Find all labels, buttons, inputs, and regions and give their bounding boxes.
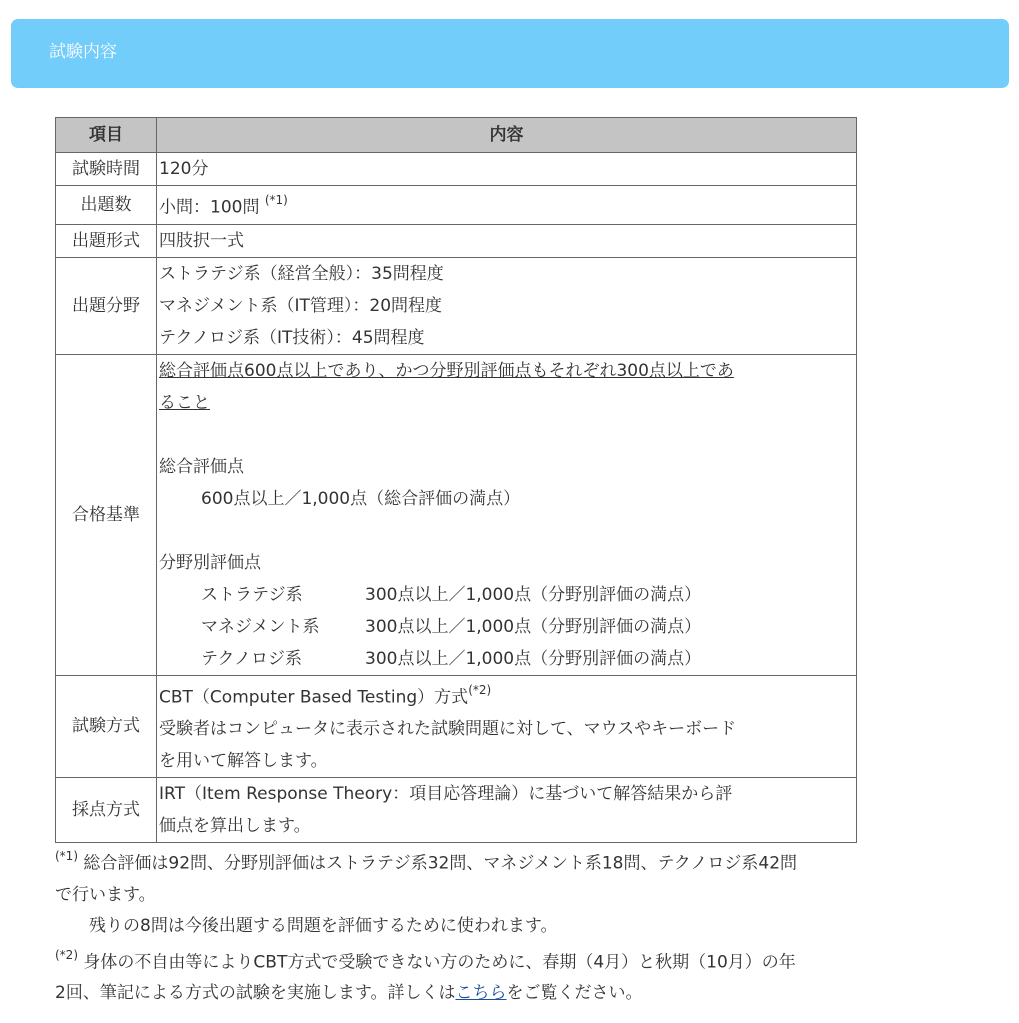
row-value-method — [157, 675, 857, 778]
criteria-field-name: ストラテジ系 — [201, 584, 303, 605]
field-line: テクノロジ系（IT技術）：45問程度 — [159, 327, 425, 348]
criteria-field-value: 300点以上／1,000点（分野別評価の満点） — [365, 616, 702, 637]
criteria-field-name: マネジメント系 — [201, 616, 320, 637]
row-value-fields — [157, 257, 857, 354]
method-line: 受験者はコンピュータに表示された試験問題に対して、マウスやキーボード — [159, 719, 737, 740]
footnote-1-cont: で行います。 — [55, 884, 156, 905]
scoring-line: 価点を算出します。 — [159, 816, 311, 837]
row-label-exam-time: 試験時間 — [56, 153, 157, 186]
table-header-row — [56, 118, 857, 153]
criteria-total-heading: 総合評価点 — [159, 456, 244, 477]
row-label-num-questions: 出題数 — [56, 186, 157, 225]
spacer — [159, 419, 854, 451]
criteria-summary-line: 総合評価点600点以上であり、かつ分野別評価点もそれぞれ300点以上であ — [159, 360, 734, 381]
scoring-line: IRT（Item Response Theory：項目応答理論）に基づいて解答結果から評 — [159, 784, 733, 805]
criteria-field-heading: 分野別評価点 — [159, 552, 261, 573]
row-label-method: 試験方式 — [56, 675, 157, 778]
table-row — [56, 354, 857, 675]
criteria-total-value: 600点以上／1,000点（総合評価の満点） — [201, 488, 521, 509]
row-value-scoring — [157, 778, 857, 843]
row-value-num-questions — [157, 186, 857, 225]
footnote-ref-2: (*2) — [468, 682, 492, 697]
table-row — [56, 224, 857, 257]
method-line1-text: CBT（Computer Based Testing）方式 — [159, 687, 469, 708]
criteria-field-value: 300点以上／1,000点（分野別評価の満点） — [365, 648, 702, 669]
section-header-bar — [11, 19, 1009, 88]
table-row — [56, 675, 857, 778]
footnote-2-before: 2回、筆記による方式の試験を実施します。詳しくは — [55, 983, 456, 1004]
section-title: 試験内容 — [49, 42, 117, 62]
footnote-2-mark: (*2) — [55, 947, 78, 962]
row-value-format: 四肢択一式 — [157, 224, 857, 257]
row-label-fields: 出題分野 — [56, 257, 157, 354]
num-questions-text: 小問：100問 — [159, 197, 260, 218]
table-row — [56, 153, 857, 186]
method-line: を用いて解答します。 — [159, 751, 328, 772]
header-content: 内容 — [157, 118, 857, 153]
footnote-2-cont — [55, 978, 975, 1009]
footnote-2-text: 身体の不自由等によりCBT方式で受験できない方のために、春期（4月）と秋期（10月）の年 — [83, 952, 796, 973]
criteria-field-value: 300点以上／1,000点（分野別評価の満点） — [365, 584, 702, 605]
table-row — [56, 778, 857, 843]
criteria-field-item — [159, 579, 854, 611]
footnote-ref-1: (*1) — [264, 193, 288, 207]
footnote-1 — [55, 843, 975, 880]
row-label-format: 出題形式 — [56, 224, 157, 257]
criteria-summary-line: ること — [159, 392, 210, 413]
footnotes — [55, 843, 975, 1009]
row-value-criteria — [157, 354, 857, 675]
table-row — [56, 186, 857, 225]
field-line: ストラテジ系（経営全般）：35問程度 — [159, 263, 444, 284]
exam-content-table — [55, 117, 857, 843]
header-item: 項目 — [56, 118, 157, 153]
criteria-field-item — [159, 643, 854, 675]
method-line — [159, 676, 854, 714]
field-line: マネジメント系（IT管理）：20問程度 — [159, 295, 443, 316]
row-label-criteria: 合格基準 — [56, 354, 157, 675]
footnote-1-mark: (*1) — [55, 849, 78, 863]
footnote-1-extra: 残りの8問は今後出題する問題を評価するために使われます。 — [89, 915, 558, 936]
footnote-2-after: をご覧ください。 — [506, 983, 643, 1004]
row-label-scoring: 採点方式 — [56, 778, 157, 843]
spacer — [159, 515, 854, 547]
criteria-field-item — [159, 611, 854, 643]
details-link[interactable]: こちら — [455, 983, 507, 1004]
table-row — [56, 257, 857, 354]
row-value-exam-time: 120分 — [157, 153, 857, 186]
footnote-1-text: 総合評価は92問、分野別評価はストラテジ系32問、マネジメント系18問、テクノロジ系42問 — [83, 853, 798, 874]
criteria-field-name: テクノロジ系 — [201, 648, 302, 669]
footnote-2 — [55, 942, 975, 979]
